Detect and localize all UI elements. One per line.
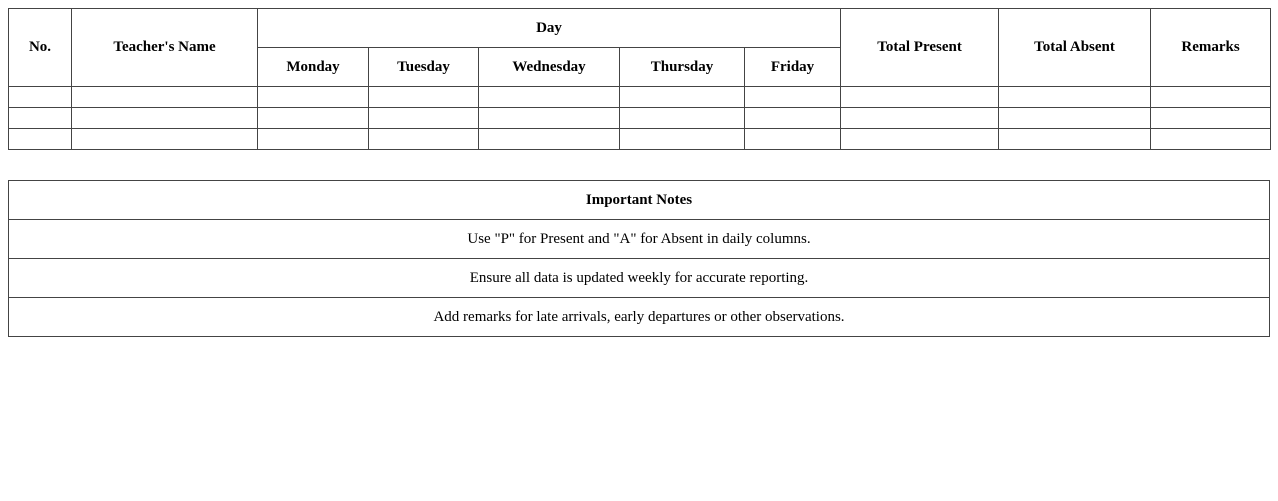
table-cell[interactable] [1151, 87, 1271, 108]
header-remarks: Remarks [1151, 9, 1271, 87]
table-cell[interactable] [72, 129, 258, 150]
table-cell[interactable] [745, 129, 841, 150]
header-thursday: Thursday [620, 48, 745, 87]
page-content [8, 8, 1270, 337]
header-day: Day [258, 9, 841, 48]
table-cell[interactable] [9, 108, 72, 129]
table-cell[interactable] [72, 87, 258, 108]
note-row [9, 220, 1270, 259]
note-item: Use "P" for Present and "A" for Absent in daily columns. [9, 220, 1270, 259]
note-row [9, 298, 1270, 337]
table-cell[interactable] [479, 108, 620, 129]
table-cell[interactable] [258, 129, 369, 150]
header-monday: Monday [258, 48, 369, 87]
table-cell[interactable] [620, 87, 745, 108]
table-cell[interactable] [999, 108, 1151, 129]
table-cell[interactable] [369, 108, 479, 129]
table-cell[interactable] [479, 129, 620, 150]
note-item: Add remarks for late arrivals, early departures or other observations. [9, 298, 1270, 337]
table-cell[interactable] [620, 108, 745, 129]
table-cell[interactable] [258, 87, 369, 108]
header-teacher-name: Teacher's Name [72, 9, 258, 87]
table-cell[interactable] [479, 87, 620, 108]
notes-table [8, 180, 1270, 337]
table-cell[interactable] [369, 87, 479, 108]
table-cell[interactable] [841, 87, 999, 108]
header-wednesday: Wednesday [479, 48, 620, 87]
notes-title: Important Notes [9, 181, 1270, 220]
table-cell[interactable] [999, 129, 1151, 150]
table-cell[interactable] [369, 129, 479, 150]
table-cell[interactable] [999, 87, 1151, 108]
table-cell[interactable] [620, 129, 745, 150]
table-cell[interactable] [1151, 108, 1271, 129]
table-cell[interactable] [745, 108, 841, 129]
header-tuesday: Tuesday [369, 48, 479, 87]
header-friday: Friday [745, 48, 841, 87]
note-item: Ensure all data is updated weekly for accurate reporting. [9, 259, 1270, 298]
table-row [9, 108, 1271, 129]
table-cell[interactable] [1151, 129, 1271, 150]
table-cell[interactable] [745, 87, 841, 108]
attendance-table [8, 8, 1271, 150]
header-no: No. [9, 9, 72, 87]
table-cell[interactable] [9, 129, 72, 150]
note-row [9, 259, 1270, 298]
table-cell[interactable] [841, 108, 999, 129]
table-cell[interactable] [72, 108, 258, 129]
table-row [9, 87, 1271, 108]
header-total-absent: Total Absent [999, 9, 1151, 87]
table-cell[interactable] [9, 87, 72, 108]
table-cell[interactable] [258, 108, 369, 129]
table-row [9, 129, 1271, 150]
header-total-present: Total Present [841, 9, 999, 87]
table-cell[interactable] [841, 129, 999, 150]
